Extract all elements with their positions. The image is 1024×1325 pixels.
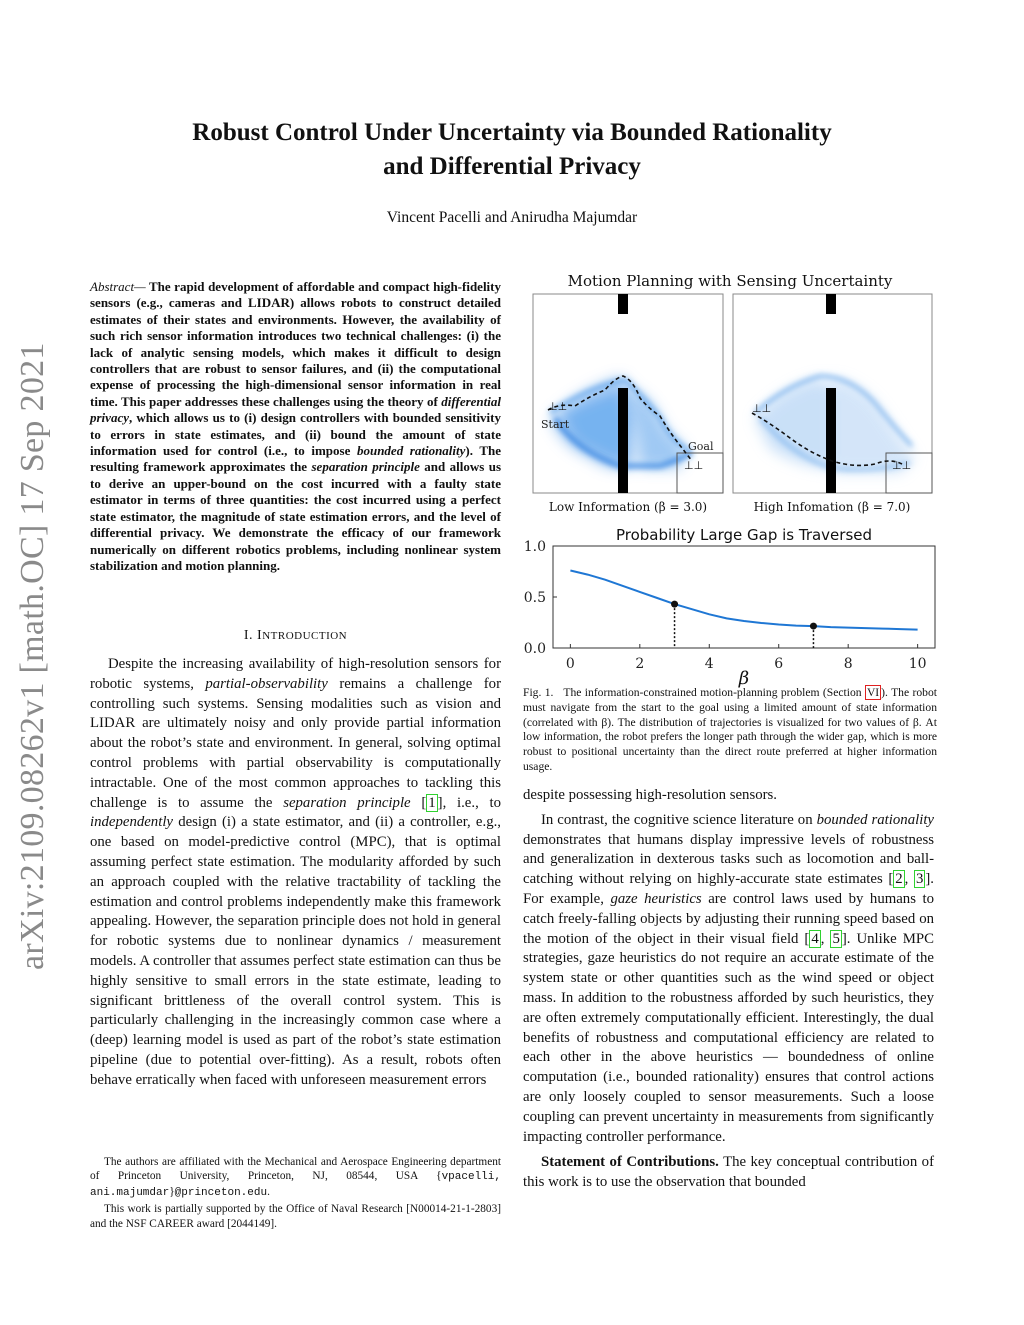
start-label: Start — [541, 418, 570, 431]
x-tick-label: 4 — [704, 656, 714, 672]
paper-title — [90, 116, 934, 184]
plot-frame — [553, 546, 935, 648]
section-title-initial: I — [257, 628, 263, 643]
wall-bottom — [826, 388, 836, 493]
y-tick-label: 1.0 — [523, 539, 546, 555]
x-axis-label: β — [738, 668, 750, 688]
y-tick-label: 0.5 — [523, 590, 546, 606]
wall-bottom — [618, 388, 628, 493]
contributions-paragraph: Statement of Contributions. The key conceptual contribution of this work is to use the observation that bounded — [523, 1154, 935, 1191]
wall-top — [826, 294, 836, 314]
section-title-rest: NTRODUCTION — [262, 630, 348, 642]
low-information-label: Low Information (β = 3.0) — [548, 500, 708, 514]
goal-robot-icon: ⊥⊥ — [684, 459, 704, 472]
probability-chart — [524, 526, 935, 688]
continued-paragraph: despite possessing high-resolution sensors. — [523, 787, 777, 803]
x-tick-label: 8 — [843, 656, 853, 672]
abstract-text: and allows us to derive an upper-bound on the cost incurred with a faulty state estimator in terms of three quantities: the cost incurred using a perfect state estimator, the magnitude of state estimation errors, and the level of differential privacy. We demonstrate the efficacy of our framework numerically on different robotics problems, including nonlinear system stabilization and motion planning. — [90, 459, 502, 573]
x-tick-label: 0 — [565, 656, 575, 672]
intro-paragraph: Despite the increasing availability of high-resolution sensors for robotic systems, partial-observability remains a challenge for controlling such systems. Sensing modalities such as vision and LIDAR are ultimately noisy and only provide partial information about the robot’s state and environment. In general, solving optimal control problems with partial observability is computationally intractable. One of the most common approaches to tackling this challenge is to assume the separation principle [ 1 ], i.e., to independently design (i) a state estimator, and (ii) a controller, e.g., one based on model-predictive control (MPC), that is optimal assuming perfect state estimation. The modularity afforded by such an approach coupled with the relative tractability of tackling the estimation and control problems independently make this framework appealing. However, the separation principle does not hold in general for robotic systems due to nonlinear dynamics / measurement models. A controller that assumes perfect state estimation can thus be highly sensitive to small errors in the state estimate, leading to significant brittleness of the overall control system. This is particularly challenging in the increasingly common case where a (deep) learning model is used as part of the robot’s state estimation pipeline (due to potential over-fitting). As a result, robots often behave erratically when faced with unforeseen measurement errors — [90, 656, 501, 1088]
abstract-label: Abstract— — [90, 279, 146, 294]
low-information-panel — [533, 294, 723, 493]
footnotes — [90, 1155, 501, 1233]
right-column-body — [523, 786, 934, 1193]
citation-link[interactable]: 4 — [811, 930, 819, 947]
abstract-text: , which allows us to (i) design controllers with bounded sensitivity to errors in state estimates, and (ii) bound the amount of state information used for control (i.e., to impose — [90, 410, 501, 459]
title-line-2: and Differential Privacy — [383, 153, 641, 180]
abstract-emphasis: differential privacy — [90, 393, 501, 426]
y-axis — [524, 539, 557, 657]
abstract-text: ). The resulting framework approximates the — [90, 443, 502, 475]
goal-robot-icon: ⊥⊥ — [892, 459, 912, 472]
abstract-text: The rapid development of affordable and compact high-fidelity sensors (e.g., cameras and LIDAR) allows robots to construct detailed estimates of their states and environments. However, the availability of such rich sensor information introduces two technical challenges: (i) the lack of analytic sensing models, which makes it difficult to design controllers that are robust to sensor failures, and (ii) the computational expense of processing the high-dimensional sensor information in real time. This paper addresses these challenges using the theory of — [90, 279, 502, 409]
abstract-emphasis: separation principle — [311, 459, 420, 475]
section-ref-link[interactable]: VI — [866, 686, 880, 699]
section-heading — [90, 628, 501, 644]
data-point-marker — [671, 601, 678, 608]
caption-label: Fig. 1. — [523, 686, 554, 699]
goal-label: Goal — [688, 440, 714, 453]
figure-caption: Fig. 1. The information-constrained motion-planning problem (Section VI ). The robot must navigate from the start to the goal using a limited amount of state information (correlated with β). The distribution of trajectories is visualized for two values of β. At low information, the robot prefers the longer path through the wider gap, which is more robust to positional uncertainty than the direct route preferred at higher information usage. — [523, 686, 937, 773]
figure-title: Motion Planning with Sensing Uncertainty — [567, 272, 893, 290]
markers — [671, 601, 817, 648]
x-tick-label: 2 — [635, 656, 645, 672]
author-list: Vincent Pacelli and Anirudha Majumdar — [386, 209, 638, 226]
x-tick-label: 6 — [774, 656, 784, 672]
footnote-affiliation: The authors are affiliated with the Mechanical and Aerospace Engineering department of Princeton University, Princeton, NJ, 08544, USA {vpacelli, ani.majumdar}@princeton.edu. — [90, 1156, 501, 1199]
chart-title: Probability Large Gap is Traversed — [615, 526, 873, 544]
footnote-funding: This work is partially supported by the Office of Naval Research [N00014-21-1-2803] and the NSF CAREER award [2044149]. — [90, 1203, 501, 1230]
start-robot-icon: ⊥⊥ — [548, 400, 568, 413]
x-tick-label: 10 — [908, 656, 927, 672]
abstract-emphasis: bounded rationality — [356, 443, 466, 459]
figure-1 — [520, 268, 940, 688]
data-point-marker — [810, 623, 817, 630]
intro-body — [90, 655, 501, 1091]
arxiv-identifier: arXiv:2109.08262v1 [math.OC] 17 Sep 2021 — [14, 342, 51, 970]
citation-link[interactable]: 5 — [832, 930, 840, 947]
figure-canvas — [520, 268, 940, 688]
wall-top — [618, 294, 628, 314]
citation-link[interactable]: 2 — [895, 871, 903, 888]
start-robot-icon: ⊥⊥ — [752, 402, 772, 415]
high-information-panel — [733, 294, 932, 493]
citation-link[interactable]: 1 — [428, 794, 436, 811]
section-numeral: I. — [243, 628, 254, 643]
high-information-label: High Infomation (β = 7.0) — [753, 500, 911, 514]
series-line — [570, 571, 917, 630]
abstract — [90, 279, 501, 574]
email-link[interactable]: vpacelli, ani.majumdar — [90, 1171, 501, 1199]
title-line-1: Robust Control Under Uncertainty via Bounded Rationality — [192, 119, 832, 146]
y-tick-label: 0.0 — [523, 641, 546, 657]
citation-link[interactable]: 3 — [915, 871, 924, 888]
bounded-rationality-paragraph: In contrast, the cognitive science literature on bounded rationality demonstrates that humans display impressive levels of robustness and generalization in dexterous tasks such as locomotion and ball-catching without relying on highly-accurate state estimates [ 2 , 3 ]. For example, gaze heuristics are control laws used by humans to catch freely-falling objects by adjusting their running speed based on the motion of the object in their visual field [ 4 , 5 ]. Unlike MPC strategies, gaze heuristics do not require an accurate estimate of the system state or other quantities such as the wind speed or object mass. In addition to the robustness afforded by such heuristics, they are often extremely computationally efficient. Interestingly, the dual benefits of robustness and computational efficiency are related to each other in the above heuristics — boundedness of online computation (i.e., bounded rationality) ensures that control actions are only loosely coupled to sensor measurements. Such a loose coupling can prevent uncertainty in measurements from significantly impacting controller performance. — [523, 811, 935, 1145]
